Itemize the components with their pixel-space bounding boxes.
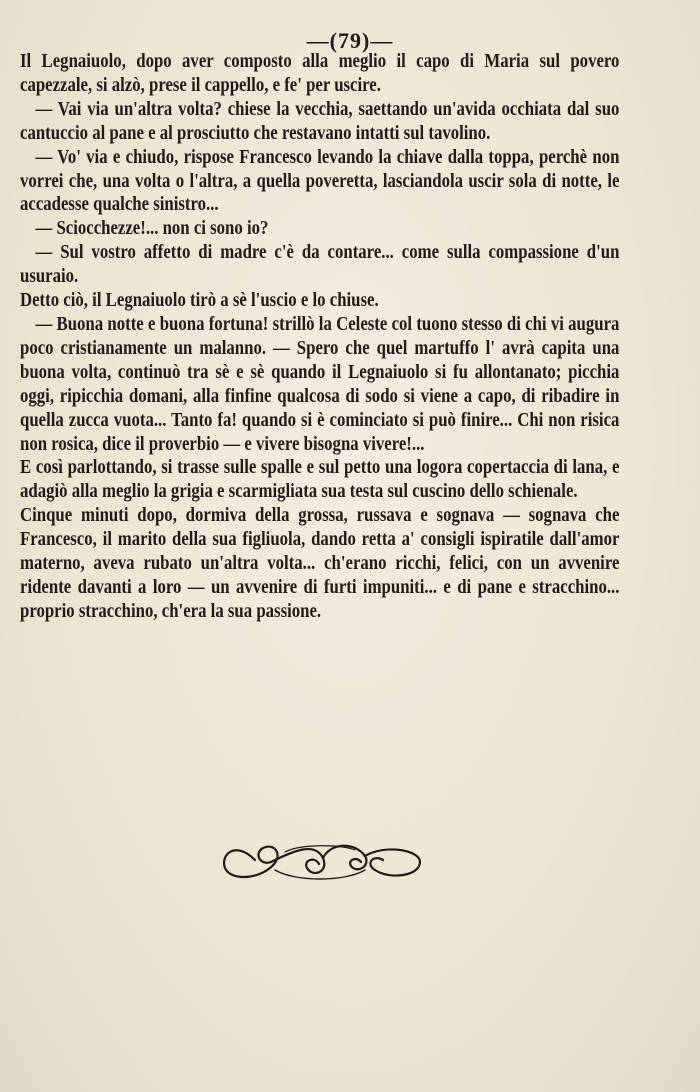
body-text xyxy=(20,50,619,624)
paragraph-1: Il Legnaiuolo, dopo aver composto alla meglio il capo di Maria sul povero capezzale, si alzò, prese il cappello, e fe' per uscire. xyxy=(20,51,620,96)
paragraph-4: — Sciocchezze!... non ci sono io? xyxy=(35,218,269,240)
paragraph-5: — Sul vostro affetto di madre c'è da contare... come sulla compassione d'un usuraio. xyxy=(20,242,620,288)
paragraph-6: Detto ciò, il Legnaiuolo tirò a sè l'uscio e lo chiuse. xyxy=(20,290,379,312)
paragraph-2: — Vai via un'altra volta? chiese la vecchia, saettando un'avida occhiata dal suo cantuccio al pane e al prosciutto che restavano intatti sul tavolino. xyxy=(20,98,620,144)
scroll-ornament-icon xyxy=(215,830,430,890)
page-number: —(79)— xyxy=(306,28,394,53)
paragraph-8: E così parlottando, si trasse sulle spalle e sul petto una logora copertaccia di lana, e adagiò alla meglio la grigia e scarmigliata sua testa sul cuscino dello schienale. xyxy=(20,457,620,503)
paragraph-7: — Buona notte e buona fortuna! strillò la Celeste col tuono stesso di chi vi augura poco cristianamente un malanno. — Spero che quel martuffo l' avrà capita una buona volta, continuò tra sè e sè quando il Legnaiuolo si fu allontanato; picchia oggi, ripicchia domani, alla finfine qualcosa di sodo si viene a capo, di ribadire in quella zucca vuota... Tanto fa! quando si è cominciato si può finire... Chi non risica non rosica, dice il proverbio — e vivere bisogna vivere!... xyxy=(20,313,620,455)
paragraph-9: Cinque minuti dopo, dormiva della grossa, russava e sognava — sognava che Francesco, il marito della sua figliuola, dando retta a' consigli ispiratile dall'amor materno, aveva rubato un'altra volta... ch'erano ricchi, felici, con un avvenire ridente davanti a loro — un avvenire di furti impuniti... e di pane e stracchino... proprio stracchino, ch'era la sua passione. xyxy=(20,505,620,622)
paragraph-3: — Vo' via e chiudo, rispose Francesco levando la chiave dalla toppa, perchè non vorrei che, una volta o l'altra, a quella poveretta, lasciandola uscir sola di notte, le accadesse qualche sinistro... xyxy=(20,146,620,216)
